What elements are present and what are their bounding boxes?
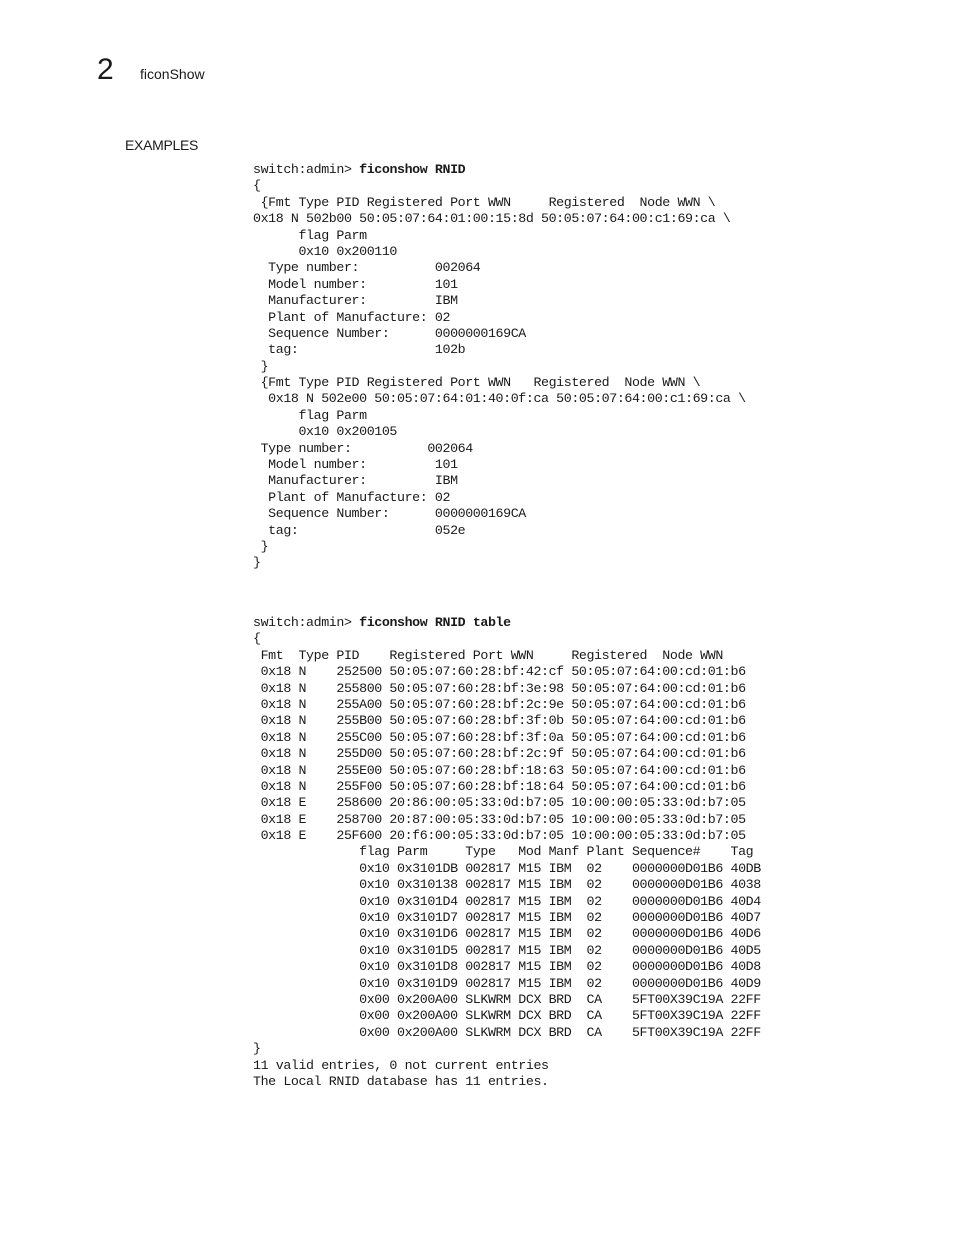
section-heading: EXAMPLES <box>125 137 199 153</box>
output-line: Type number: 002064 <box>253 440 473 456</box>
chapter-number: 2 <box>97 53 114 86</box>
command-line <box>253 615 761 631</box>
output-line: 11 valid entries, 0 not current entries <box>253 1057 549 1073</box>
command-text: ficonshow RNID table <box>359 615 511 630</box>
output-line: 0x10 0x3101D4 002817 M15 IBM 02 0000000D01B6 40D4 <box>253 893 761 909</box>
output-line: Model number: 101 <box>253 457 458 473</box>
output-line: Sequence Number: 0000000169CA <box>253 325 526 341</box>
output-line: 0x18 N 255A00 50:05:07:60:28:bf:2c:9e 50:05:07:64:00:cd:01:b6 <box>253 696 746 712</box>
output-line: 0x18 N 255D00 50:05:07:60:28:bf:2c:9f 50:05:07:64:00:cd:01:b6 <box>253 746 746 762</box>
output-line: 0x10 0x200105 <box>253 424 398 440</box>
output-line: 0x00 0x200A00 SLKWRM DCX BRD CA 5FT00X39C19A 22FF <box>253 991 761 1007</box>
command-prompt: switch:admin> <box>253 162 360 177</box>
output-line: Sequence Number: 0000000169CA <box>253 506 526 522</box>
output-line: } <box>253 538 269 554</box>
output-line: The Local RNID database has 11 entries. <box>253 1073 549 1089</box>
output-line: 0x18 N 502e00 50:05:07:64:01:40:0f:ca 50:05:07:64:00:c1:69:ca \ <box>253 391 746 407</box>
output-line: 0x00 0x200A00 SLKWRM DCX BRD CA 5FT00X39C19A 22FF <box>253 1008 761 1024</box>
output-line: Type number: 002064 <box>253 260 481 276</box>
command-prompt: switch:admin> <box>253 615 360 630</box>
command-text: ficonshow RNID <box>359 162 466 177</box>
command-line <box>253 162 746 178</box>
output-line: Fmt Type PID Registered Port WWN Registered Node WWN <box>253 647 723 663</box>
output-line: 0x18 N 255E00 50:05:07:60:28:bf:18:63 50:05:07:64:00:cd:01:b6 <box>253 762 746 778</box>
output-line: 0x10 0x200110 <box>253 243 398 259</box>
output-line: 0x18 E 25F600 20:f6:00:05:33:0d:b7:05 10:00:00:05:33:0d:b7:05 <box>253 828 746 844</box>
output-line: 0x18 N 252500 50:05:07:60:28:bf:42:cf 50:05:07:64:00:cd:01:b6 <box>253 664 746 680</box>
output-line: } <box>253 358 269 374</box>
code-example-rnid <box>253 162 746 572</box>
output-line: 0x00 0x200A00 SLKWRM DCX BRD CA 5FT00X39C19A 22FF <box>253 1024 761 1040</box>
running-title: ficonShow <box>140 66 205 82</box>
output-line: 0x10 0x3101DB 002817 M15 IBM 02 0000000D01B6 40DB <box>253 860 761 876</box>
output-line: 0x18 E 258600 20:86:00:05:33:0d:b7:05 10:00:00:05:33:0d:b7:05 <box>253 795 746 811</box>
output-line: 0x18 N 255F00 50:05:07:60:28:bf:18:64 50:05:07:64:00:cd:01:b6 <box>253 778 746 794</box>
output-line: 0x18 N 255C00 50:05:07:60:28:bf:3f:0a 50:05:07:64:00:cd:01:b6 <box>253 729 746 745</box>
output-line: 0x10 0x3101D8 002817 M15 IBM 02 0000000D01B6 40D8 <box>253 959 761 975</box>
output-line: Manufacturer: IBM <box>253 473 458 489</box>
output-line: 0x18 E 258700 20:87:00:05:33:0d:b7:05 10:00:00:05:33:0d:b7:05 <box>253 811 746 827</box>
output-line: tag: 052e <box>253 522 466 538</box>
output-line: Model number: 101 <box>253 276 458 292</box>
code-example-rnid-table <box>253 615 761 1090</box>
output-line: {Fmt Type PID Registered Port WWN Registered Node WWN \ <box>253 194 716 210</box>
output-line: 0x18 N 255B00 50:05:07:60:28:bf:3f:0b 50:05:07:64:00:cd:01:b6 <box>253 713 746 729</box>
output-line: 0x10 0x3101D5 002817 M15 IBM 02 0000000D01B6 40D5 <box>253 942 761 958</box>
output-line: 0x18 N 255800 50:05:07:60:28:bf:3e:98 50:05:07:64:00:cd:01:b6 <box>253 680 746 696</box>
output-line: flag Parm <box>253 227 367 243</box>
output-line: 0x10 0x3101D9 002817 M15 IBM 02 0000000D01B6 40D9 <box>253 975 761 991</box>
output-line: {Fmt Type PID Registered Port WWN Registered Node WWN \ <box>253 375 701 391</box>
output-line: { <box>253 178 261 194</box>
output-line: 0x10 0x3101D6 002817 M15 IBM 02 0000000D01B6 40D6 <box>253 926 761 942</box>
output-line: Plant of Manufacture: 02 <box>253 489 451 505</box>
output-line: 0x18 N 502b00 50:05:07:64:01:00:15:8d 50:05:07:64:00:c1:69:ca \ <box>253 211 731 227</box>
output-line: flag Parm Type Mod Manf Plant Sequence# Tag <box>253 844 754 860</box>
output-line: Manufacturer: IBM <box>253 293 458 309</box>
output-line: } <box>253 555 261 571</box>
output-line: { <box>253 631 261 647</box>
output-line: 0x10 0x3101D7 002817 M15 IBM 02 0000000D01B6 40D7 <box>253 910 761 926</box>
output-line: flag Parm <box>253 407 367 423</box>
output-line: 0x10 0x310138 002817 M15 IBM 02 0000000D01B6 4038 <box>253 877 761 893</box>
output-line: Plant of Manufacture: 02 <box>253 309 451 325</box>
output-line: } <box>253 1041 261 1057</box>
output-line: tag: 102b <box>253 342 466 358</box>
